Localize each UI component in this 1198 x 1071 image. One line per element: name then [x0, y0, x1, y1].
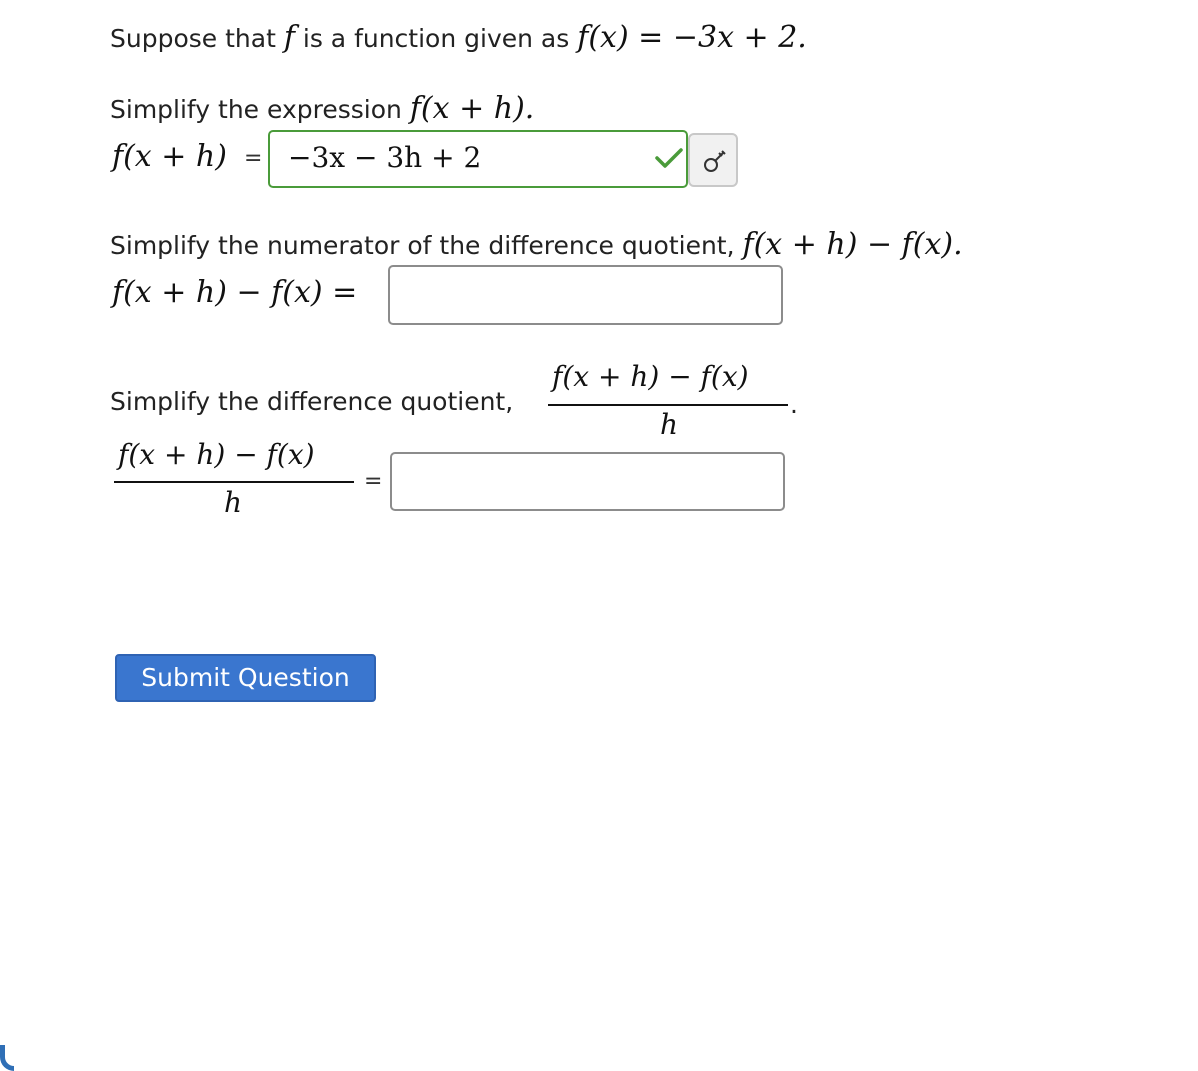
part3-answer-field[interactable]: [390, 452, 785, 511]
part2-prompt-math: f(x + h) − f(x).: [742, 227, 963, 262]
answer-key-button[interactable]: [688, 133, 738, 187]
part3-prompt: Simplify the difference quotient,: [110, 387, 514, 416]
check-icon: [654, 146, 684, 170]
part1-prompt: [110, 91, 534, 126]
part3-equals: =: [364, 469, 383, 494]
part2-prompt: [110, 227, 963, 262]
part3-label-denominator: h: [224, 486, 243, 519]
part3-prompt-period: .: [790, 390, 798, 419]
part1-label: f(x + h): [112, 139, 227, 174]
part1-prompt-text: Simplify the expression: [110, 95, 410, 124]
part1-prompt-math: f(x + h).: [409, 91, 535, 126]
function-definition: f(x) = −3x + 2.: [577, 20, 807, 55]
intro-text: Suppose that: [110, 24, 284, 53]
problem-statement: [110, 20, 807, 55]
intro-mid: is a function given as: [294, 24, 578, 53]
part2-answer-field[interactable]: [388, 265, 783, 325]
submit-question-button[interactable]: Submit Question: [115, 654, 376, 702]
part1-equals: =: [244, 146, 263, 171]
part3-prompt-numerator: f(x + h) − f(x): [552, 360, 749, 393]
part3-prompt-denominator: h: [660, 408, 679, 441]
part3-prompt-fraction-line: [548, 404, 788, 406]
key-icon: [690, 135, 740, 189]
corner-decoration: [0, 1045, 14, 1071]
part2-prompt-text: Simplify the numerator of the difference quotient,: [110, 231, 743, 260]
part3-label-numerator: f(x + h) − f(x): [118, 438, 315, 471]
part3-label-fraction-line: [114, 481, 354, 483]
part2-label: f(x + h) − f(x) =: [112, 275, 358, 310]
part1-answer-value: −3x − 3h + 2: [288, 141, 482, 174]
intro-f: f: [283, 20, 295, 55]
part1-answer-field[interactable]: [268, 130, 688, 188]
